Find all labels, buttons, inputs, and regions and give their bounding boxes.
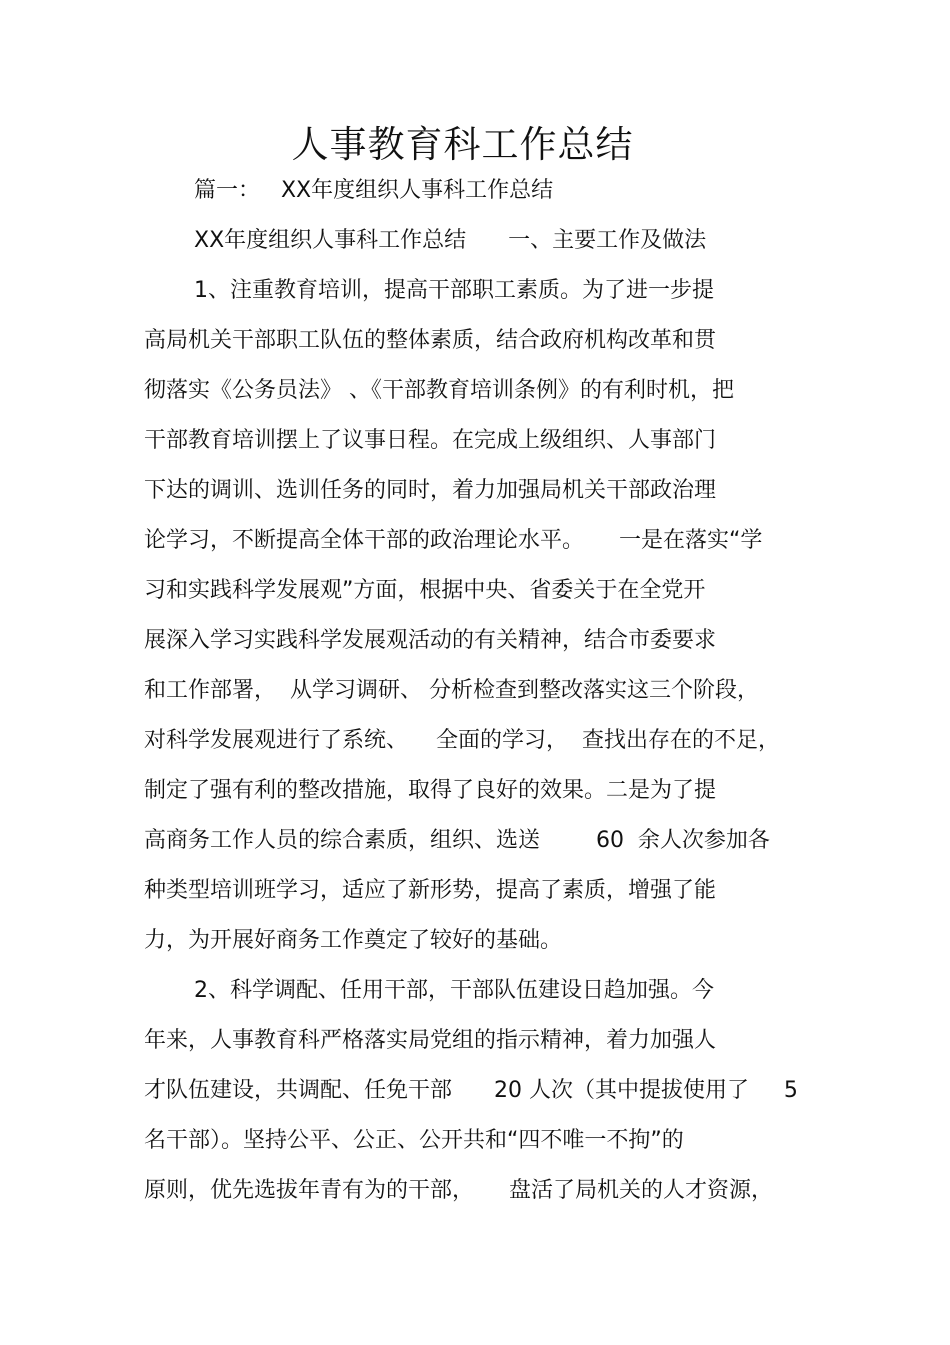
paragraph-line: 论学习，不断提高全体干部的政治理论水平。 一是在落实“学 [144, 528, 763, 553]
paragraph-line: 高局机关干部职工队伍的整体素质，结合政府机构改革和贯 [144, 328, 717, 353]
paragraph-line: 高商务工作人员的综合素质，组织、选送 60 余人次参加各 [144, 828, 770, 853]
paragraph-line: 原则，优先选拔年青有为的干部， 盘活了局机关的人才资源， [144, 1178, 773, 1203]
paragraph-line: 彻落实《公务员法》 、《干部教育培训条例》的有利时机，把 [144, 378, 734, 403]
paragraph-line: 对科学发展观进行了系统、 全面的学习， 查找出存在的不足， [144, 728, 780, 753]
paragraph-line: 种类型培训班学习，适应了新形势，提高了素质，增强了能 [144, 878, 717, 903]
paragraph-line: 1、注重教育培训，提高干部职工素质。为了进一步提 [194, 278, 714, 303]
paragraph-line: 习和实践科学发展观”方面，根据中央、省委关于在全党开 [144, 578, 706, 603]
section-heading: 篇一： XX年度组织人事科工作总结 [194, 178, 554, 203]
paragraph-line: 和工作部署， 从学习调研、 分析检查到整改落实这三个阶段， [144, 678, 759, 703]
paragraph-line: XX年度组织人事科工作总结 一、主要工作及做法 [194, 228, 707, 253]
paragraph-line: 才队伍建设，共调配、任免干部 20 人次（其中提拔使用了 5 [144, 1078, 798, 1103]
paragraph-line: 制定了强有利的整改措施，取得了良好的效果。二是为了提 [144, 778, 717, 803]
paragraph-line: 展深入学习实践科学发展观活动的有关精神，结合市委要求 [144, 628, 717, 653]
paragraph-line: 名干部）。坚持公平、公正、公开共和“四不唯一不拘”的 [144, 1128, 684, 1153]
paragraph-line: 年来，人事教育科严格落实局党组的指示精神，着力加强人 [144, 1028, 717, 1053]
paragraph-line: 下达的调训、选训任务的同时，着力加强局机关干部政治理 [144, 478, 717, 503]
paragraph-line: 干部教育培训摆上了议事日程。在完成上级组织、人事部门 [144, 428, 717, 453]
paragraph-line: 2、科学调配、任用干部，干部队伍建设日趋加强。今 [194, 978, 714, 1003]
paragraph-line: 力，为开展好商务工作奠定了较好的基础。 [144, 928, 563, 953]
document-title: 人事教育科工作总结 [291, 123, 634, 166]
